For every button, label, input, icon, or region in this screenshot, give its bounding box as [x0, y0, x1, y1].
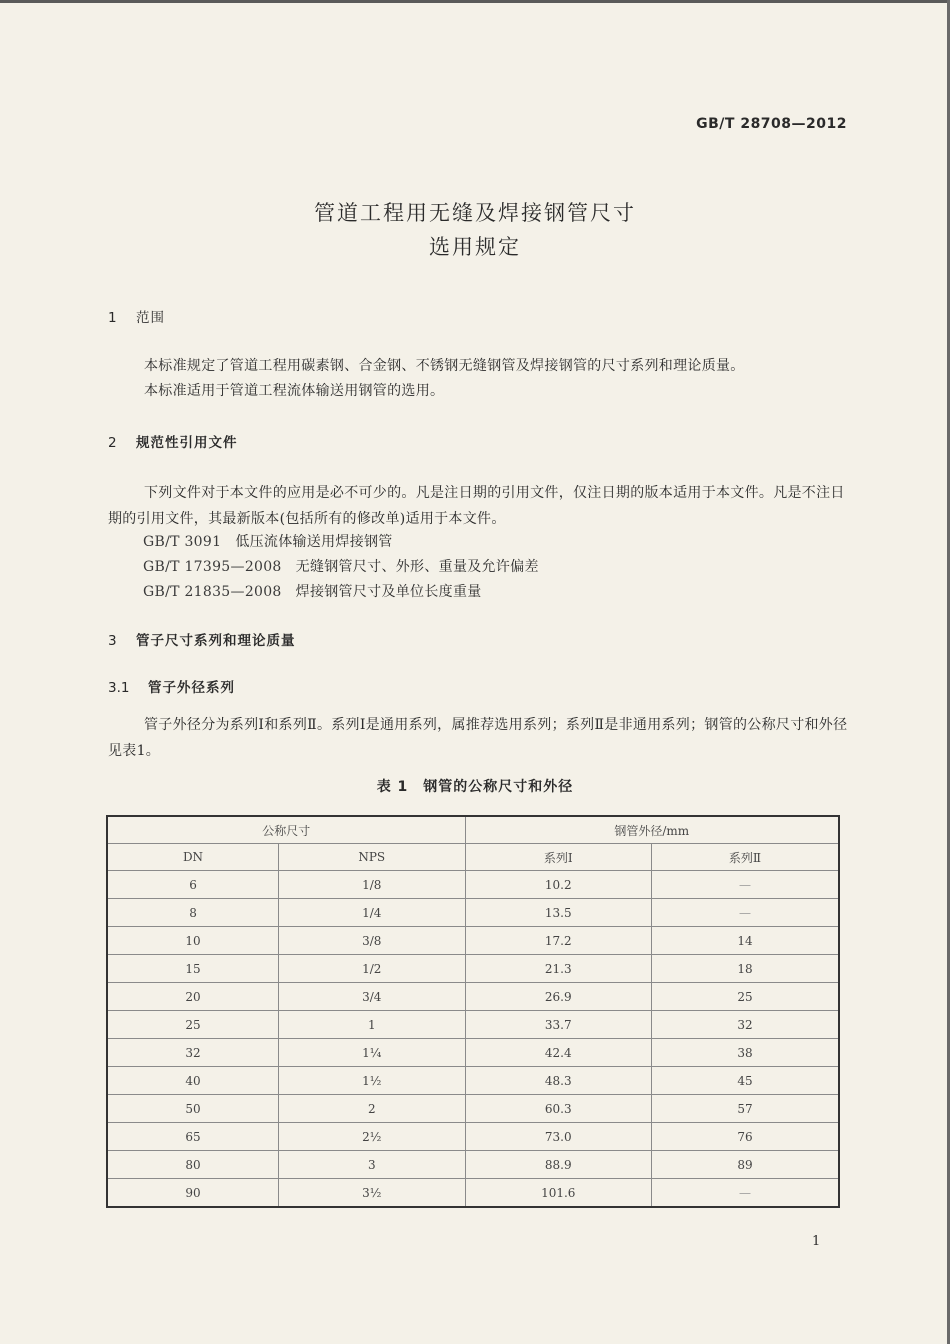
section-title: 管子尺寸系列和理论质量 — [136, 633, 296, 649]
section-1-heading — [108, 306, 165, 326]
table-row — [107, 1039, 839, 1067]
column-header-series-1: 系列Ⅰ — [465, 844, 652, 871]
document-title-line2: 选用规定 — [429, 235, 521, 259]
cell-series-1: 33.7 — [465, 1011, 652, 1039]
cell-dn: 20 — [107, 983, 279, 1011]
section-1-paragraph-1: 本标准规定了管道工程用碳素钢、合金钢、不锈钢无缝钢管及焊接钢管的尺寸系列和理论质量。 — [144, 358, 745, 374]
cell-series-2: 89 — [652, 1151, 839, 1179]
normative-reference — [143, 581, 482, 601]
cell-series-1: 10.2 — [465, 871, 652, 899]
section-title: 范围 — [136, 310, 165, 326]
group-header-outside-diameter: 钢管外径/mm — [465, 816, 839, 844]
section-number: 1 — [108, 310, 117, 326]
cell-series-2: — — [652, 871, 839, 899]
pipe-size-table — [106, 815, 840, 1208]
cell-series-1: 88.9 — [465, 1151, 652, 1179]
reference-title: 低压流体输送用焊接钢管 — [235, 534, 393, 550]
cell-series-2: 14 — [652, 927, 839, 955]
column-header-dn: DN — [107, 844, 279, 871]
cell-series-2: — — [652, 899, 839, 927]
table-row — [107, 1123, 839, 1151]
cell-series-1: 17.2 — [465, 927, 652, 955]
table-row — [107, 1011, 839, 1039]
cell-dn: 65 — [107, 1123, 279, 1151]
cell-series-1: 42.4 — [465, 1039, 652, 1067]
normative-reference — [143, 531, 393, 551]
cell-nps: 1 — [279, 1011, 465, 1039]
cell-series-2: 38 — [652, 1039, 839, 1067]
cell-nps: 3½ — [279, 1179, 465, 1208]
cell-nps: 1¼ — [279, 1039, 465, 1067]
column-header-nps: NPS — [279, 844, 465, 871]
cell-series-2: 57 — [652, 1095, 839, 1123]
table-caption: 表 1 钢管的公称尺寸和外径 — [376, 779, 574, 795]
section-number: 3.1 — [108, 680, 130, 696]
cell-dn: 6 — [107, 871, 279, 899]
cell-nps: 3 — [279, 1151, 465, 1179]
cell-series-1: 101.6 — [465, 1179, 652, 1208]
reference-code: GB/T 3091 — [143, 534, 222, 550]
cell-dn: 10 — [107, 927, 279, 955]
cell-series-2: 32 — [652, 1011, 839, 1039]
group-header-nominal-size: 公称尺寸 — [107, 816, 465, 844]
page-number: 1 — [812, 1234, 821, 1249]
cell-series-1: 26.9 — [465, 983, 652, 1011]
table-row — [107, 899, 839, 927]
cell-dn: 25 — [107, 1011, 279, 1039]
column-header-series-2: 系列Ⅱ — [652, 844, 839, 871]
cell-nps: 1½ — [279, 1067, 465, 1095]
section-title: 规范性引用文件 — [136, 435, 238, 451]
cell-dn: 40 — [107, 1067, 279, 1095]
cell-nps: 3/4 — [279, 983, 465, 1011]
cell-nps: 1/4 — [279, 899, 465, 927]
section-3-1-heading — [108, 676, 235, 696]
cell-dn: 15 — [107, 955, 279, 983]
section-2-paragraph: 下列文件对于本文件的应用是必不可少的。凡是注日期的引用文件，仅注日期的版本适用于本文件。凡是不注日期的引用文件，其最新版本(包括所有的修改单)适用于本文件。 — [108, 485, 845, 527]
table-row — [107, 1095, 839, 1123]
cell-nps: 2½ — [279, 1123, 465, 1151]
table-row — [107, 983, 839, 1011]
cell-series-1: 13.5 — [465, 899, 652, 927]
table-row — [107, 1151, 839, 1179]
section-number: 3 — [108, 633, 117, 649]
cell-nps: 3/8 — [279, 927, 465, 955]
table-row — [107, 927, 839, 955]
cell-nps: 1/2 — [279, 955, 465, 983]
section-3-heading — [108, 629, 296, 649]
reference-code: GB/T 17395—2008 — [143, 559, 282, 575]
cell-series-1: 60.3 — [465, 1095, 652, 1123]
reference-title: 无缝钢管尺寸、外形、重量及允许偏差 — [295, 559, 539, 575]
scan-edge-top — [0, 0, 950, 3]
cell-series-2: 25 — [652, 983, 839, 1011]
cell-dn: 32 — [107, 1039, 279, 1067]
cell-series-1: 48.3 — [465, 1067, 652, 1095]
cell-nps: 1/8 — [279, 871, 465, 899]
cell-series-1: 21.3 — [465, 955, 652, 983]
table-row — [107, 955, 839, 983]
cell-dn: 8 — [107, 899, 279, 927]
table-row — [107, 1067, 839, 1095]
cell-dn: 80 — [107, 1151, 279, 1179]
cell-series-2: — — [652, 1179, 839, 1208]
cell-series-2: 18 — [652, 955, 839, 983]
section-3-1-paragraph: 管子外径分为系列Ⅰ和系列Ⅱ。系列Ⅰ是通用系列，属推荐选用系列；系列Ⅱ是非通用系列；钢管的公称尺寸和外径见表1。 — [108, 717, 848, 759]
section-number: 2 — [108, 435, 117, 451]
standard-number: GB/T 28708—2012 — [696, 116, 847, 132]
table-row — [107, 1179, 839, 1208]
section-1-paragraph-2: 本标准适用于管道工程流体输送用钢管的选用。 — [144, 383, 445, 399]
section-2-heading — [108, 431, 238, 451]
table-row — [107, 871, 839, 899]
normative-reference — [143, 556, 539, 576]
cell-nps: 2 — [279, 1095, 465, 1123]
cell-series-2: 76 — [652, 1123, 839, 1151]
cell-series-2: 45 — [652, 1067, 839, 1095]
reference-title: 焊接钢管尺寸及单位长度重量 — [295, 584, 482, 600]
cell-dn: 90 — [107, 1179, 279, 1208]
section-title: 管子外径系列 — [148, 680, 235, 696]
reference-code: GB/T 21835—2008 — [143, 584, 282, 600]
document-title-line1: 管道工程用无缝及焊接钢管尺寸 — [314, 201, 636, 225]
cell-dn: 50 — [107, 1095, 279, 1123]
cell-series-1: 73.0 — [465, 1123, 652, 1151]
